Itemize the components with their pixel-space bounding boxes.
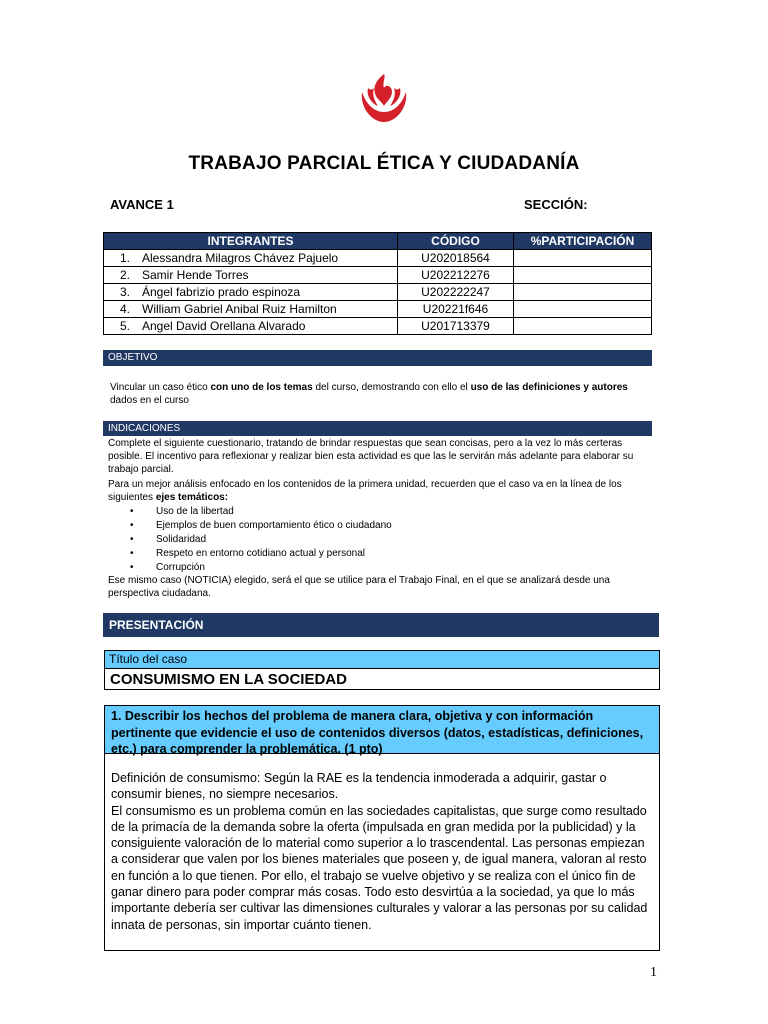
objetivo-text-part: dados en el curso bbox=[110, 395, 189, 406]
members-table bbox=[103, 232, 652, 335]
indicaciones-header: INDICACIONES bbox=[103, 421, 652, 436]
member-participation[interactable] bbox=[514, 318, 652, 335]
table-row bbox=[104, 267, 652, 284]
row-number: 2. bbox=[104, 267, 135, 284]
indicaciones-para2-text: Para un mejor análisis enfocado en los contenidos de la primera unidad, recuerden que el caso va en la línea de los siguientes bbox=[108, 479, 622, 503]
row-number: 4. bbox=[104, 301, 135, 318]
answer-paragraph: El consumismo es un problema común en las sociedades capitalistas, que surge como resultado de la primacía de la demanda sobre la oferta (impulsada en gran medida por la publicidad) y la consiguiente valoración de lo material como superior a lo trascendental. Las personas empiezan a considerar que valen por los bienes materiales que poseen y, de igual manera, valoran al resto en función a lo que tienen. Por ello, el trabajo se vuelve objetivo y se realiza con el único fin de ganar dinero para poder comprar más cosas. Todo esto desvirtúa a la sociedad, ya que lo más importante debería ser cultivar las dimensiones culturales y valorar a las personas por su calidad innata de personas, sin importar cuánto tienen. bbox=[111, 803, 648, 932]
question-1-box bbox=[104, 705, 660, 951]
indicaciones-para1: Complete el siguiente cuestionario, tratando de brindar respuestas que sean concisas, pero a la vez lo más certeras posible. El incentivo para reflexionar y realizar bien esta actividad es que las le servirán más adelante para elaborar su trabajo parcial. bbox=[108, 438, 634, 475]
objetivo-header: OBJETIVO bbox=[103, 350, 652, 366]
member-participation[interactable] bbox=[514, 284, 652, 301]
list-item: • Ejemplos de buen comportamiento ético o ciudadano bbox=[130, 519, 392, 533]
case-title-box bbox=[104, 650, 660, 690]
member-name: Alessandra Milagros Chávez Pajuelo bbox=[134, 250, 398, 267]
answer-paragraph: Definición de consumismo: Según la RAE es la tendencia inmoderada a adquirir, gastar o consumir bienes, no siempre necesarios. bbox=[111, 771, 607, 802]
objetivo-text-bold: con uno de los temas bbox=[210, 382, 313, 393]
member-code: U201713379 bbox=[398, 318, 514, 335]
indicaciones-para3: Ese mismo caso (NOTICIA) elegido, será el que se utilice para el Trabajo Final, en el que se analizará desde una perspectiva ciudadana. bbox=[108, 575, 610, 599]
page-number: 1 bbox=[650, 965, 657, 980]
member-name: William Gabriel Anibal Ruiz Hamilton bbox=[134, 301, 398, 318]
row-number: 3. bbox=[104, 284, 135, 301]
objetivo-text-part: del curso, demostrando con ello el bbox=[312, 382, 471, 393]
table-row bbox=[104, 250, 652, 267]
header-participacion: %PARTICIPACIÓN bbox=[514, 233, 652, 250]
member-name: Ángel fabrizio prado espinoza bbox=[134, 284, 398, 301]
table-header-row bbox=[104, 233, 652, 250]
page-title: TRABAJO PARCIAL ÉTICA Y CIUDADANÍA bbox=[188, 153, 580, 174]
table-row bbox=[104, 301, 652, 318]
case-title-label: Título del caso bbox=[105, 651, 659, 669]
avance-label: AVANCE 1 bbox=[110, 197, 174, 212]
member-name: Samir Hende Torres bbox=[134, 267, 398, 284]
table-row bbox=[104, 318, 652, 335]
case-title: CONSUMISMO EN LA SOCIEDAD bbox=[110, 671, 347, 688]
presentacion-header: PRESENTACIÓN bbox=[103, 613, 659, 637]
member-code: U202212276 bbox=[398, 267, 514, 284]
university-logo bbox=[356, 70, 412, 126]
objetivo-text bbox=[110, 381, 655, 407]
member-name: Angel David Orellana Alvarado bbox=[134, 318, 398, 335]
row-number: 1. bbox=[104, 250, 135, 267]
question-1-text: 1. Describir los hechos del problema de manera clara, objetiva y con información pertinente que evidencie el uso de contenidos diversos (datos, estadísticas, definiciones, etc.) para comprender la problemática. (1 pto) bbox=[105, 706, 659, 754]
header-codigo: CÓDIGO bbox=[398, 233, 514, 250]
member-code: U20221f646 bbox=[398, 301, 514, 318]
list-item: • Respeto en entorno cotidiano actual y personal bbox=[130, 547, 392, 561]
ejes-tematicos-label: ejes temáticos: bbox=[155, 492, 229, 503]
table-row bbox=[104, 284, 652, 301]
member-participation[interactable] bbox=[514, 301, 652, 318]
header-integrantes: INTEGRANTES bbox=[104, 233, 398, 250]
objetivo-text-bold: uso de las definiciones y autores bbox=[470, 382, 628, 393]
member-code: U202222247 bbox=[398, 284, 514, 301]
indicaciones-para2 bbox=[108, 478, 658, 504]
row-number: 5. bbox=[104, 318, 135, 335]
member-participation[interactable] bbox=[514, 267, 652, 284]
seccion-label: SECCIÓN: bbox=[524, 197, 588, 212]
member-participation[interactable] bbox=[514, 250, 652, 267]
member-code: U202018564 bbox=[398, 250, 514, 267]
list-item: • Solidaridad bbox=[130, 533, 392, 547]
ejes-list bbox=[130, 505, 392, 575]
objetivo-text-part: Vincular un caso ético bbox=[110, 382, 211, 393]
list-item: • Corrupción bbox=[130, 561, 392, 575]
list-item: • Uso de la libertad bbox=[130, 505, 392, 519]
question-1-answer[interactable] bbox=[105, 754, 659, 933]
